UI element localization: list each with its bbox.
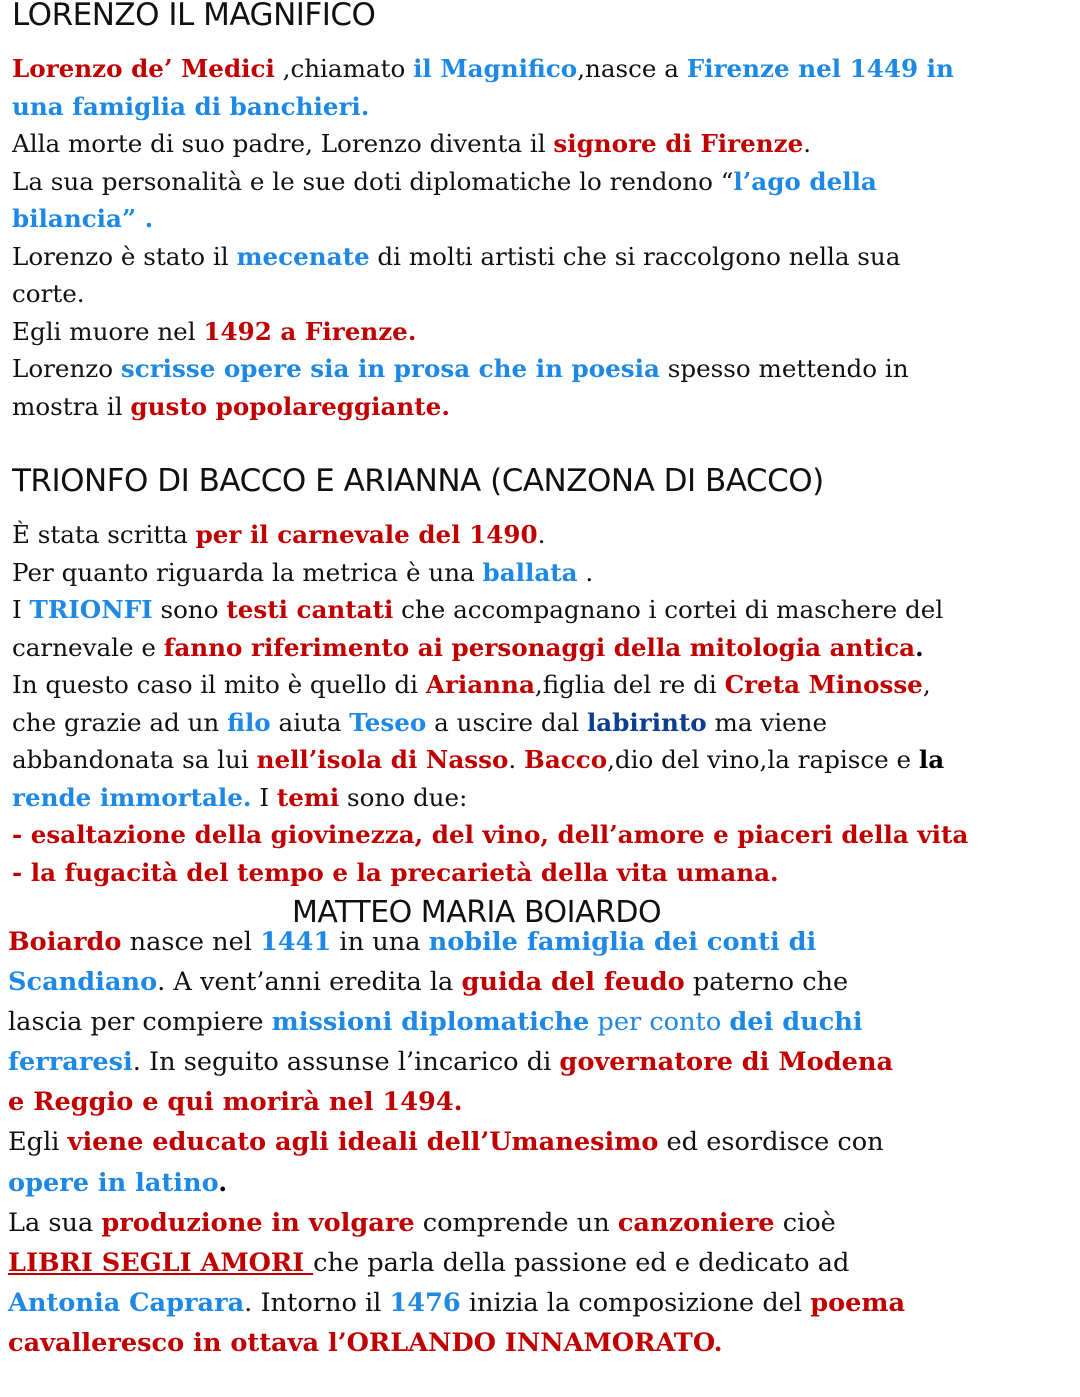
heading-lorenzo: LORENZO IL MAGNIFICO xyxy=(12,0,376,33)
highlight-red: 1492 a Firenze. xyxy=(203,316,417,346)
highlight-red: signore di Firenze xyxy=(553,129,804,158)
highlight-blue: nobile famiglia dei conti di xyxy=(428,927,817,957)
highlight-red: canzoniere xyxy=(617,1207,775,1238)
text: ed esordisce con xyxy=(658,1127,884,1158)
text: aiuta xyxy=(270,707,350,737)
text: . xyxy=(803,129,812,158)
heading-trionfo: TRIONFO DI BACCO E ARIANNA (CANZONA DI BACCO) xyxy=(12,463,824,499)
text: In questo caso il mito è quello di xyxy=(12,670,426,699)
highlight-red: viene educato agli ideali dell’Umanesimo xyxy=(67,1127,659,1158)
text: . In seguito assunse l’incarico di xyxy=(132,1047,560,1078)
text: ma viene xyxy=(706,707,828,737)
highlight-darkblue: labirinto xyxy=(586,707,707,737)
section-trionfo xyxy=(12,516,968,891)
text-line xyxy=(12,50,954,88)
text: È stata scritta xyxy=(12,520,196,549)
text: cioè xyxy=(774,1207,836,1238)
highlight-red: Lorenzo de’ Medici xyxy=(12,54,275,83)
text: ,chiamato xyxy=(274,54,414,83)
text: nasce nel xyxy=(121,927,261,957)
text: Lorenzo è stato il xyxy=(12,241,237,271)
text: spesso mettendo in xyxy=(659,354,909,383)
text-line xyxy=(12,313,954,351)
text: . xyxy=(508,745,525,774)
text: I xyxy=(12,595,30,624)
text: carnevale e xyxy=(12,632,164,662)
text: inizia la composizione del xyxy=(460,1287,811,1318)
highlight-blue: 1441 xyxy=(260,927,332,957)
highlight-red: governatore di Modena xyxy=(559,1047,894,1078)
text: ,dio del vino,la rapisce e xyxy=(607,745,919,774)
text-line xyxy=(12,200,954,238)
text: paterno che xyxy=(684,967,849,998)
highlight-blue: ferraresi xyxy=(8,1047,133,1078)
text: di molti artisti che si raccolgono nella sua xyxy=(369,241,901,271)
text: Per quanto riguarda la metrica è una xyxy=(12,557,483,587)
highlight-red: guida del feudo xyxy=(461,967,685,998)
text: che parla della passione ed e dedicato ad xyxy=(313,1247,850,1278)
heading-boiardo: MATTEO MARIA BOIARDO xyxy=(292,895,662,930)
highlight-red: cavalleresco in ottava l’ORLANDO INNAMORATO. xyxy=(8,1327,723,1358)
text-line xyxy=(12,275,954,313)
text: Lorenzo xyxy=(12,354,121,383)
text: la xyxy=(918,745,945,774)
highlight-blue: filo xyxy=(227,707,271,737)
text: in una xyxy=(331,927,429,957)
highlight-red-underlined: LIBRI SEGLI AMORI xyxy=(8,1247,314,1278)
text: Egli muore nel xyxy=(12,316,204,346)
highlight-blue: 1476 xyxy=(389,1287,461,1318)
text-line xyxy=(12,350,954,388)
highlight-red: - la fugacità del tempo e la precarietà della vita umana. xyxy=(12,857,779,887)
text: La sua xyxy=(8,1207,102,1238)
text: che accompagnano i cortei di maschere del xyxy=(393,595,944,624)
text: mostra il xyxy=(12,391,131,421)
highlight-red: per il carnevale del 1490 xyxy=(195,520,538,549)
text-line xyxy=(12,516,968,554)
highlight-blue: missioni diplomatiche xyxy=(271,1007,590,1038)
highlight-blue: il Magnifico xyxy=(413,54,578,83)
text-line xyxy=(8,1163,905,1203)
text: . A vent’anni eredita la xyxy=(157,967,462,998)
text-line xyxy=(12,666,968,704)
highlight-blue: mecenate xyxy=(236,241,370,271)
highlight-blue: Scandiano xyxy=(8,967,158,998)
highlight-blue: l’ago della xyxy=(733,166,877,196)
highlight-red: Boiardo xyxy=(8,927,122,957)
text-line xyxy=(12,388,954,426)
text-line xyxy=(12,704,968,742)
section-boiardo xyxy=(8,922,905,1363)
text: . xyxy=(915,632,924,662)
highlight-blue: una famiglia di banchieri. xyxy=(12,91,370,121)
text: che grazie ad un xyxy=(12,707,228,737)
text-line xyxy=(8,1243,905,1283)
highlight-blue: Firenze nel 1449 in xyxy=(686,54,954,83)
highlight-blue: TRIONFI xyxy=(29,595,153,624)
text-line xyxy=(8,962,905,1002)
text-line xyxy=(12,554,968,592)
text: . xyxy=(537,520,546,549)
text-line xyxy=(12,854,968,892)
text-line xyxy=(8,1323,905,1363)
text: Egli xyxy=(8,1127,68,1158)
text: sono xyxy=(152,595,227,624)
text-line xyxy=(8,1082,905,1122)
text-line xyxy=(8,1122,905,1162)
text: ,figlia del re di xyxy=(534,670,725,699)
text-line xyxy=(8,1203,905,1243)
text-line xyxy=(8,1042,905,1082)
text-line xyxy=(12,88,954,126)
text-line xyxy=(12,741,968,779)
text: ,nasce a xyxy=(577,54,687,83)
text-line xyxy=(12,163,954,201)
text-line xyxy=(8,922,905,962)
text-blue: per conto xyxy=(589,1007,730,1038)
text: . xyxy=(218,1167,228,1198)
text-line xyxy=(12,816,968,854)
section-lorenzo xyxy=(12,50,954,425)
text: sono due: xyxy=(339,782,468,812)
text-line xyxy=(12,779,968,817)
highlight-red: produzione in volgare xyxy=(101,1207,415,1238)
highlight-red: Creta Minosse xyxy=(724,670,923,699)
highlight-blue: Antonia Caprara xyxy=(8,1287,245,1318)
highlight-red: Bacco xyxy=(524,745,608,774)
text-line xyxy=(8,1002,905,1042)
text-line xyxy=(12,591,968,629)
text: lascia per compiere xyxy=(8,1007,272,1038)
highlight-red: testi cantati xyxy=(226,595,394,624)
text-line xyxy=(8,1283,905,1323)
highlight-red: - esaltazione della giovinezza, del vino, dell’amore e piaceri della vita xyxy=(12,820,969,849)
text-line xyxy=(12,125,954,163)
text: , xyxy=(922,670,931,699)
highlight-blue: scrisse opere sia in prosa che in poesia xyxy=(120,354,660,383)
text: comprende un xyxy=(414,1207,618,1238)
text: a uscire dal xyxy=(426,707,587,737)
text: corte. xyxy=(12,279,85,308)
highlight-red: poema xyxy=(810,1287,906,1318)
highlight-blue: dei duchi xyxy=(729,1007,863,1038)
text: La sua personalità e le sue doti diplomatiche lo rendono “ xyxy=(12,166,734,196)
highlight-blue: bilancia” . xyxy=(12,204,154,233)
text: I xyxy=(251,782,277,812)
highlight-red: nell’isola di Nasso xyxy=(256,745,509,774)
text: Alla morte di suo padre, Lorenzo diventa il xyxy=(12,129,554,158)
highlight-blue: Teseo xyxy=(349,707,427,737)
highlight-red: Arianna xyxy=(425,670,535,699)
highlight-red: fanno riferimento ai personaggi della mitologia antica xyxy=(163,632,916,662)
text-line xyxy=(12,629,968,667)
highlight-red: e Reggio e qui morirà nel 1494. xyxy=(8,1087,463,1118)
highlight-blue: rende immortale. xyxy=(12,782,252,812)
highlight-red: temi xyxy=(276,782,340,812)
text: . Intorno il xyxy=(244,1287,390,1318)
text-line xyxy=(12,238,954,276)
highlight-red: gusto popolareggiante. xyxy=(130,391,450,421)
text: abbandonata sa lui xyxy=(12,745,257,774)
highlight-blue: opere in latino xyxy=(8,1167,219,1198)
text: . xyxy=(577,557,594,587)
highlight-blue: ballata xyxy=(482,557,578,587)
